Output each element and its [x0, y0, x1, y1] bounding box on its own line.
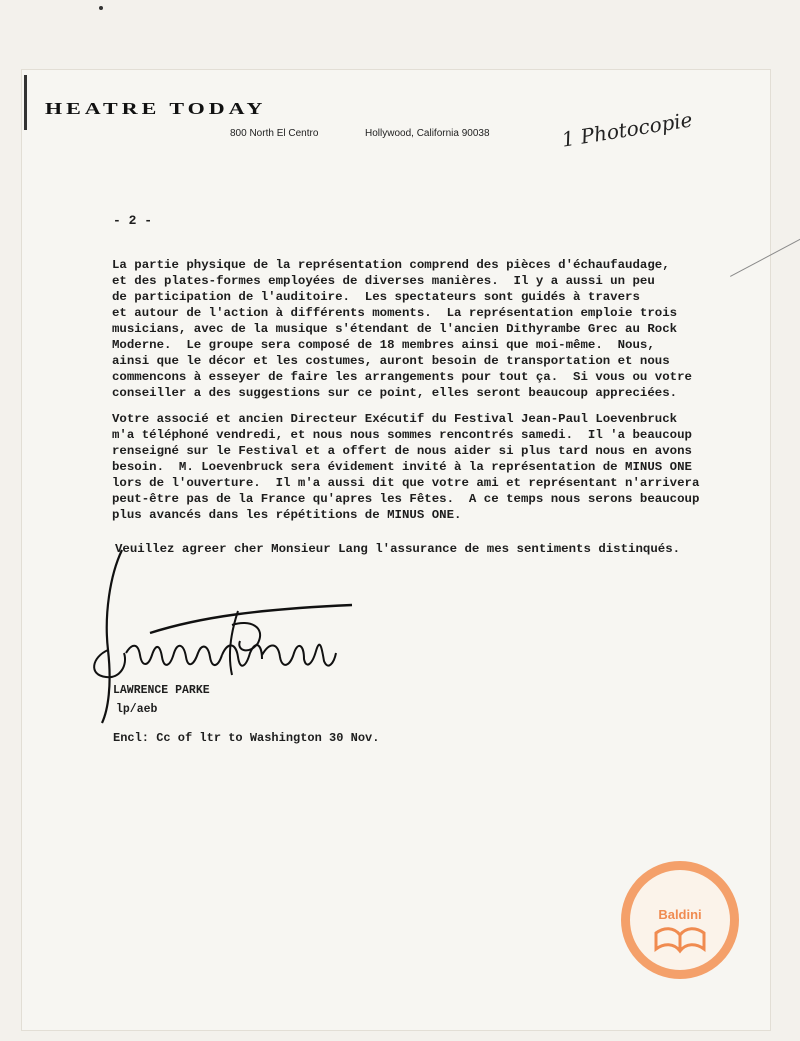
- enclosure-note: Encl: Cc of ltr to Washington 30 Nov.: [113, 731, 380, 745]
- letterhead-title: HEATRE TODAY: [45, 98, 267, 118]
- signature-text: Lawrence Parke: [90, 545, 99, 546]
- binding-mark: [24, 75, 27, 130]
- letterhead-city: Hollywood, California 90038: [365, 128, 490, 139]
- closing-line: Veuillez agreer cher Monsieur Lang l'assurance de mes sentiments distinqués.: [115, 542, 681, 556]
- signatory-name: LAWRENCE PARKE: [113, 684, 210, 697]
- handwritten-annotation: 1 Photocopie: [560, 107, 694, 152]
- letterhead-street: 800 North El Centro: [230, 128, 319, 139]
- body-paragraph-1: La partie physique de la représentation comprend des pièces d'échaufaudage, et des plates-formes employées de diverses manières. Il y a aussi un peu de participation de l'auditoire. Les spectateurs sont guidés à travers et autour de l'action à différents moments. La représentation emploie trois musicians, avec de la musique s'étendant de l'ancien Dithyrambe Grec au Rock Moderne. Le groupe sera composé de 18 membres ainsi que moi-même. Nous, ainsi que le décor et les costumes, auront besoin de transportation et nous commencons à esseyer de faire les arrangements pour tout ça. Si vous ou votre conseiller a des suggestions sur ce point, elles seront beaucoup appreciées.: [112, 258, 692, 400]
- reference-initials: lp/aeb: [116, 703, 158, 716]
- page-number: - 2 -: [113, 213, 153, 228]
- body-paragraph-2: Votre associé et ancien Directeur Exécutif du Festival Jean-Paul Loevenbruck m'a téléphoné vendredi, et nous nous sommes rencontrés samedi. Il 'a beaucoup renseigné sur le Festival et a offert de nous aider si plus tard nous en avons besoin. M. Loevenbruck sera évidement invité à la représentation de MINUS ONE lors de l'ouverture. Il m'a aussi dit que votre ami et représentant n'arrivera peut-être pas de la France qu'apres les Fêtes. A ce temps nous serons beaucoup plus avancés dans les répétitions de MINUS ONE.: [112, 412, 700, 522]
- stamp-brand: Baldini: [658, 907, 702, 922]
- library-stamp: [621, 861, 739, 979]
- punch-dot: [99, 6, 103, 10]
- open-book-icon: [652, 925, 708, 955]
